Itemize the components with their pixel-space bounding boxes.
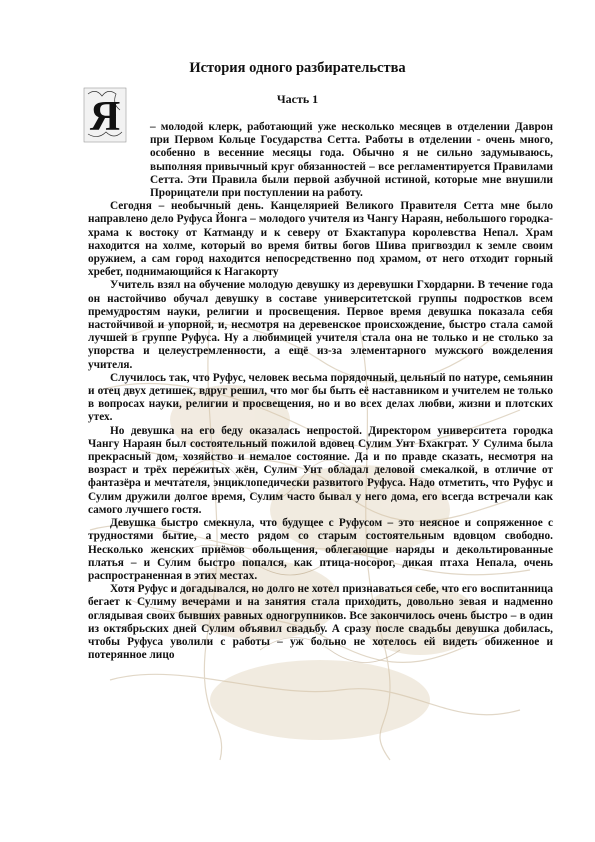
- paragraph-7: Хотя Руфус и догадывался, но долго не хотел признаваться себе, что его воспитанница бегает к Сулиму вечерами и на занятия стала приходить, довольно зевая и надменно оглядывая своих бывших равных одногрупников. Все закончилось очень быстро – в один из октябрьских дней Сулим объявил свадьбу. А сразу после свадьбы девушка добилась, чтобы Руфуса уволили с работы – уж больно не хотелось ей видеть обиженное и потерянное лицо: [88, 583, 553, 662]
- paragraph-1: – молодой клерк, работающий уже несколько месяцев в отделении Даврон при Первом Кольце Государства Сетта. Работы в отделении - очень много, особенно в весенние месяцы года. Обычно я не сильно задумываюсь, выполняя привычный круг обязанностей – все регламентируется Правилами Сетта. Эти Правила были первой азбучной истиной, которые мне внушили Прорицатели при поступлении на работу.: [150, 121, 553, 200]
- paragraph-6: Девушка быстро смекнула, что будущее с Руфусом – это неясное и сопряженное с трудностями бытие, а место рядом со старым состоятельным вдовцом свободно. Несколько женских приёмов обольщения, облегающие наряды и декольтированные платья – и Сулим быстро попался, как птица-носорог, дикая птаха Непала, очень распространенная в этих местах.: [88, 517, 553, 582]
- paragraph-4: Случилось так, что Руфус, человек весьма порядочный, цельный по натуре, семьянин и отец двух детишек, вдруг решил, что мог бы быть её наставником и учителем не только в вопросах науки, религии и просвещения, но и во всех делах любви, жизни и плотских утех.: [88, 371, 553, 424]
- paragraph-5: Но девушка на его беду оказалась непростой. Директором университета городка Чангу Нараян был состоятельный пожилой вдовец Сулим Унт Бхакграт. У Сулима была прекрасный дом, хозяйство и немалое состояние. Да и по правде сказать, несмотря на возраст и трёх пережитых жён, Сулим Унт обладал деловой смекалкой, в отличие от фантазёра и мечтателя, энциклопедически развитого Руфуса. Надо отметить, что Руфус и Сулим дружили долгое время, Сулим часто бывал у него дома, его всегда встречали как самого лучшего гостя.: [88, 424, 553, 516]
- document-body: [88, 121, 553, 662]
- document-title: История одного разбирательства: [189, 60, 406, 76]
- paragraph-3: Учитель взял на обучение молодую девушку из деревушки Гхордарни. В течение года он настойчиво обучал девушку в составе университетской группы подростков всем премудростям науки, религии и просвещения. Первое время девушка показала себя настойчивой и упорной, и, несмотря на деревенское происхождение, быстро стала самой лучшей в группе Руфуса. Ну а любимицей учителя стала она не только и не столько за упорства и целеустремленности, а ещё из-за элементарного мужского вожделения учителя.: [88, 279, 553, 371]
- drop-cap-letter: Я: [89, 94, 121, 140]
- paragraph-2: Сегодня – необычный день. Канцелярией Великого Правителя Сетта мне было направлено дело Руфуса Йонга – молодого учителя из Чангу Нараян, небольшого городка-храма к востоку от Катманду и к северу от Бхактапура королевства Непал. Храм находится на холме, который во время битвы богов Шива пригвоздил к земле своим оружием, а сам город находится непосредственно под храмом, от него отходит горный хребет, поднимающийся к Нагакорту: [88, 200, 553, 279]
- document-subtitle: Часть 1: [276, 92, 319, 106]
